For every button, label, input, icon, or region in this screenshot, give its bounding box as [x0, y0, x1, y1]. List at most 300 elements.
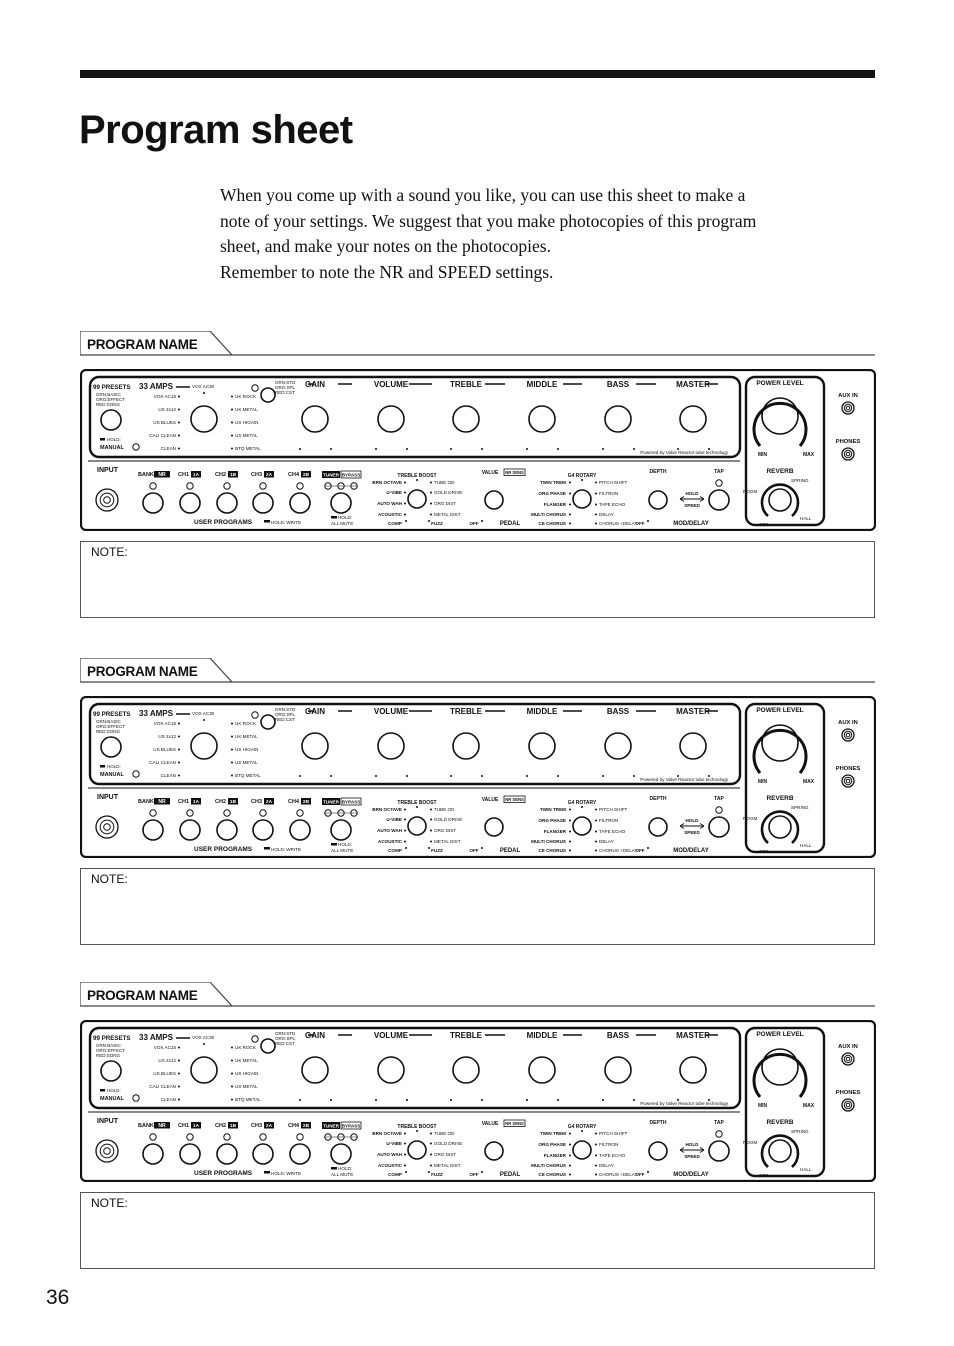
- nr-tag-text: NR: [158, 1123, 166, 1129]
- off-label: OFF: [635, 848, 645, 853]
- program-name-tab: [80, 331, 876, 357]
- indicator-dot: [595, 514, 597, 516]
- indicator-dot: [557, 1099, 559, 1101]
- phones-label: PHONES: [835, 439, 861, 445]
- mod-effect: MULTI CHORUS: [531, 512, 566, 517]
- amp-model: UK ROCK: [235, 721, 256, 726]
- phones-jack-core: [846, 779, 850, 783]
- manual-led: [133, 444, 139, 450]
- mod-effect: ORG PHASE: [538, 818, 566, 823]
- presets-label: 99 PRESETS: [93, 711, 131, 718]
- indicator-dot: [178, 762, 180, 764]
- tuner-button[interactable]: [331, 1144, 351, 1164]
- powered-by-text: Powered by Valve Reactor tube technology: [640, 777, 728, 782]
- amp-model: UK METAL: [235, 407, 258, 412]
- nr-sens-text: NR SENS: [505, 1121, 524, 1126]
- mod-effect: TAPE ECHO: [599, 1153, 626, 1158]
- amps-knob[interactable]: [191, 733, 217, 759]
- amps-knob[interactable]: [191, 1057, 217, 1083]
- indicator-dot: [406, 1099, 408, 1101]
- knob-label-middle: MIDDLE: [526, 707, 558, 716]
- bypass-tag-text: BYPASS: [341, 1123, 361, 1129]
- amps-knob[interactable]: [191, 406, 217, 432]
- input-jack-core: [104, 824, 111, 831]
- indicator-dot: [330, 775, 332, 777]
- indicator-dot: [633, 1099, 635, 1101]
- channel-led: [150, 810, 156, 816]
- all-mute-marker: [331, 1167, 337, 1170]
- channel-label: CH3: [251, 799, 263, 805]
- pedal-effect: BRN OCTAVE: [372, 480, 402, 485]
- channel-label: CH4: [288, 1123, 300, 1129]
- indicator-dot: [416, 1130, 418, 1132]
- treble-knob[interactable]: [453, 733, 479, 759]
- hold-label: HOLD:: [338, 515, 353, 520]
- master-knob[interactable]: [680, 406, 706, 432]
- gain-knob[interactable]: [302, 406, 328, 432]
- preset-mode: GRN:BASIC: [96, 1043, 121, 1048]
- nr-tag-text: NR: [158, 472, 166, 478]
- all-mute-label: ALL MUTE: [331, 521, 354, 526]
- input-label: INPUT: [97, 794, 118, 801]
- pedal-effect: TUBE OD: [434, 480, 455, 485]
- bass-knob[interactable]: [605, 733, 631, 759]
- channel-2-button[interactable]: [217, 820, 237, 840]
- indicator-dot: [581, 479, 583, 481]
- indicator-dot: [375, 775, 377, 777]
- indicator-dot: [405, 1171, 407, 1173]
- intro-line: sheet, and make your notes on the photocopies.: [220, 236, 551, 256]
- bass-knob[interactable]: [605, 406, 631, 432]
- channel-3-button[interactable]: [253, 1144, 273, 1164]
- indicator-dot: [203, 1043, 205, 1045]
- all-mute-marker: [331, 516, 337, 519]
- middle-knob[interactable]: [529, 406, 555, 432]
- indicator-dot: [569, 831, 571, 833]
- value-label: VALUE: [481, 1121, 499, 1127]
- tuner-tag-text: TUNER: [323, 799, 339, 805]
- gain-knob[interactable]: [302, 733, 328, 759]
- pedal-type-knob[interactable]: [408, 1141, 426, 1159]
- knob-label-volume: VOLUME: [373, 1031, 409, 1040]
- treble-boost-label: TREBLE BOOST: [397, 800, 437, 806]
- indicator-dot: [404, 514, 406, 516]
- g4-rotary-label: G4 ROTARY: [567, 473, 597, 479]
- off-label: OFF: [759, 522, 769, 527]
- reverb-knob[interactable]: [769, 489, 791, 511]
- indicator-dot: [557, 448, 559, 450]
- amp-model: VOX AC15: [153, 394, 176, 399]
- indicator-dot: [178, 448, 180, 450]
- max-label: MAX: [803, 779, 815, 785]
- intro-text: [220, 183, 870, 285]
- amp-model: US METAL: [235, 1084, 258, 1089]
- pedal-effect: BRN OCTAVE: [372, 1131, 402, 1136]
- mod-type-knob[interactable]: [573, 817, 591, 835]
- channel-4-button[interactable]: [290, 820, 310, 840]
- note-box[interactable]: [80, 1192, 875, 1269]
- indicator-dot: [404, 830, 406, 832]
- amp-type: GRN:STD: [275, 1031, 296, 1036]
- reverb-knob[interactable]: [769, 816, 791, 838]
- amp-model: UK METAL: [235, 1058, 258, 1063]
- indicator-dot: [404, 809, 406, 811]
- indicator-dot: [647, 520, 649, 522]
- depth-knob[interactable]: [649, 1142, 667, 1160]
- indicator-dot: [404, 1143, 406, 1145]
- phones-jack-core: [846, 452, 850, 456]
- indicator-dot: [481, 448, 483, 450]
- pedal-type-knob[interactable]: [408, 490, 426, 508]
- amps-label: 33 AMPS: [139, 709, 173, 718]
- mod-effect: FILTRON: [599, 818, 619, 823]
- indicator-dot: [404, 819, 406, 821]
- treble-knob[interactable]: [453, 406, 479, 432]
- off-label: OFF: [635, 1172, 645, 1177]
- channel-tag-text: 1A: [192, 1124, 200, 1129]
- indicator-dot: [481, 847, 483, 849]
- indicator-dot: [595, 841, 597, 843]
- aux-in-label: AUX IN: [838, 1044, 858, 1050]
- indicator-dot: [416, 806, 418, 808]
- channel-led: [297, 810, 303, 816]
- note-label: NOTE:: [91, 545, 128, 559]
- treble-boost-label: TREBLE BOOST: [397, 1124, 437, 1130]
- channel-led: [224, 810, 230, 816]
- presets-knob[interactable]: [101, 737, 121, 757]
- amp-type-led: [252, 712, 258, 718]
- channel-2-button[interactable]: [217, 493, 237, 513]
- bass-knob[interactable]: [605, 1057, 631, 1083]
- pedal-effect: BRN OCTAVE: [372, 807, 402, 812]
- indicator-dot: [405, 847, 407, 849]
- hall-label: HALL: [800, 516, 812, 521]
- channel-1-button[interactable]: [180, 820, 200, 840]
- mod-effect: CE CHORUS: [538, 1172, 566, 1177]
- channel-led: [297, 1134, 303, 1140]
- spring-label: SPRING: [791, 478, 809, 483]
- aux-in-label: AUX IN: [838, 393, 858, 399]
- note-box[interactable]: [80, 868, 875, 945]
- channel-led: [224, 1134, 230, 1140]
- indicator-dot: [481, 1099, 483, 1101]
- indicator-dot: [430, 492, 432, 494]
- tuner-button[interactable]: [331, 820, 351, 840]
- mod-effect: ORG PHASE: [538, 491, 566, 496]
- reverb-knob[interactable]: [769, 1140, 791, 1162]
- amps-label: 33 AMPS: [139, 382, 173, 391]
- speed-label: SPEED: [684, 503, 700, 508]
- channel-led: [260, 483, 266, 489]
- indicator-dot: [581, 806, 583, 808]
- presets-label: 99 PRESETS: [93, 1035, 131, 1042]
- volume-knob[interactable]: [378, 406, 404, 432]
- treble-knob[interactable]: [453, 1057, 479, 1083]
- mod-delay-label: MOD/DELAY: [673, 1172, 709, 1178]
- amp-type-button[interactable]: [261, 388, 275, 402]
- channel-label: CH1: [178, 472, 190, 478]
- mod-effect: CHORUS +DELAY: [599, 1172, 638, 1177]
- mod-effect: TWIN TREM: [539, 1131, 566, 1136]
- tap-label: TAP: [714, 796, 724, 802]
- indicator-dot: [178, 435, 180, 437]
- indicator-dot: [299, 1099, 301, 1101]
- input-jack-core: [104, 497, 111, 504]
- user-programs-label: USER PROGRAMS: [194, 846, 253, 853]
- indicator-dot: [430, 514, 432, 516]
- tap-led: [716, 1131, 722, 1137]
- middle-knob[interactable]: [529, 1057, 555, 1083]
- note-box[interactable]: [80, 541, 875, 618]
- indicator-dot: [375, 1099, 377, 1101]
- master-knob[interactable]: [680, 733, 706, 759]
- mod-type-knob[interactable]: [573, 490, 591, 508]
- treble-boost-label: TREBLE BOOST: [397, 473, 437, 479]
- indicator-dot: [569, 523, 571, 525]
- off-label: OFF: [469, 848, 479, 853]
- indicator-dot: [450, 1099, 452, 1101]
- master-knob[interactable]: [680, 1057, 706, 1083]
- nr-tag-text: NR: [158, 799, 166, 805]
- fuzz-label: FUZZ: [431, 848, 443, 853]
- channel-label: CH1: [178, 1123, 190, 1129]
- amp-panel-drawing: [80, 369, 876, 531]
- value-label: VALUE: [481, 470, 499, 476]
- indicator-dot: [647, 1171, 649, 1173]
- amp-model: US HIGAIN: [235, 1071, 259, 1076]
- channel-label: CH2: [215, 472, 227, 478]
- pedal-effect: AUTO WAH: [377, 1152, 402, 1157]
- indicator-dot: [595, 1133, 597, 1135]
- indicator-dot: [231, 448, 233, 450]
- indicator-dot: [231, 1086, 233, 1088]
- amp-type-button[interactable]: [261, 715, 275, 729]
- amp-type: RED:CST: [275, 717, 295, 722]
- amp-type-button[interactable]: [261, 1039, 275, 1053]
- amp-panel: [80, 1020, 876, 1182]
- indicator-dot: [330, 448, 332, 450]
- amp-model: VOX AC15: [153, 1045, 176, 1050]
- indicator-dot: [231, 1060, 233, 1062]
- hold-marker: [100, 438, 105, 441]
- bypass-tag-text: BYPASS: [341, 472, 361, 478]
- indicator-dot: [569, 841, 571, 843]
- phones-jack-core: [846, 1103, 850, 1107]
- gain-knob[interactable]: [302, 1057, 328, 1083]
- mod-effect: PITCH SHIFT: [599, 480, 628, 485]
- tuner-button[interactable]: [331, 493, 351, 513]
- hold-write-marker: [264, 520, 270, 523]
- presets-knob[interactable]: [101, 410, 121, 430]
- power-level-label: POWER LEVEL: [756, 707, 804, 714]
- powered-by-text: Powered by Valve Reactor tube technology: [640, 1101, 728, 1106]
- channel-1-button[interactable]: [180, 493, 200, 513]
- presets-knob[interactable]: [101, 1061, 121, 1081]
- channel-tag-text: 2B: [302, 1124, 310, 1129]
- indicator-dot: [231, 435, 233, 437]
- indicator-dot: [178, 1047, 180, 1049]
- indicator-dot: [430, 1154, 432, 1156]
- pedal-effect: METAL DIST: [434, 512, 461, 517]
- g4-rotary-label: G4 ROTARY: [567, 800, 597, 806]
- indicator-dot: [178, 1099, 180, 1101]
- channel-led: [297, 483, 303, 489]
- all-mute-marker: [331, 843, 337, 846]
- channel-label: CH2: [215, 1123, 227, 1129]
- indicator-dot: [526, 448, 528, 450]
- value-knob[interactable]: [485, 491, 503, 509]
- channel-4-button[interactable]: [290, 493, 310, 513]
- hold-marker: [100, 765, 105, 768]
- amp-model: US BLUES: [153, 747, 176, 752]
- pedal-type-knob[interactable]: [408, 817, 426, 835]
- program-name-label: PROGRAM NAME: [87, 988, 198, 1003]
- indicator-dot: [557, 775, 559, 777]
- tap-button[interactable]: [709, 817, 729, 837]
- indicator-dot: [405, 520, 407, 522]
- channel-4-button[interactable]: [290, 1144, 310, 1164]
- bank-button[interactable]: [143, 493, 163, 513]
- amp-model: US 2x12: [158, 734, 176, 739]
- indicator-dot: [178, 422, 180, 424]
- bypass-tag-text: BYPASS: [341, 799, 361, 805]
- indicator-dot: [569, 1133, 571, 1135]
- indicator-dot: [428, 520, 430, 522]
- indicator-dot: [404, 492, 406, 494]
- tap-button[interactable]: [709, 1141, 729, 1161]
- indicator-dot: [595, 493, 597, 495]
- pedal-effect: GOLD DRIVE: [434, 1141, 463, 1146]
- mod-effect: CHORUS +DELAY: [599, 848, 638, 853]
- depth-knob[interactable]: [649, 491, 667, 509]
- indicator-dot: [526, 1099, 528, 1101]
- indicator-dot: [569, 514, 571, 516]
- knob-label-volume: VOLUME: [373, 707, 409, 716]
- indicator-dot: [569, 493, 571, 495]
- depth-knob[interactable]: [649, 818, 667, 836]
- pedal-effect: AUTO WAH: [377, 828, 402, 833]
- channel-tag-text: 2A: [265, 1124, 273, 1129]
- tap-button[interactable]: [709, 490, 729, 510]
- indicator-dot: [178, 1073, 180, 1075]
- hold-label: HOLD: [685, 1142, 699, 1147]
- indicator-dot: [581, 1130, 583, 1132]
- amp-model: VOX AC30: [192, 1035, 215, 1040]
- amp-model: US HIGAIN: [235, 747, 259, 752]
- amp-model: US 2x12: [158, 1058, 176, 1063]
- hold-write-label: HOLD: WRITE: [271, 520, 302, 525]
- channel-led: [187, 810, 193, 816]
- spring-label: SPRING: [791, 805, 809, 810]
- program-name-label: PROGRAM NAME: [87, 664, 198, 679]
- room-label: ROOM: [743, 816, 758, 821]
- bank-button[interactable]: [143, 820, 163, 840]
- indicator-dot: [178, 1086, 180, 1088]
- channel-2-button[interactable]: [217, 1144, 237, 1164]
- pedal-effect: METAL DIST: [434, 839, 461, 844]
- indicator-dot: [602, 448, 604, 450]
- hold-write-marker: [264, 1171, 270, 1174]
- mod-effect: ORG PHASE: [538, 1142, 566, 1147]
- indicator-dot: [231, 1047, 233, 1049]
- amp-model: BTQ METAL: [235, 773, 261, 778]
- mod-effect: CE CHORUS: [538, 521, 566, 526]
- nr-sens-text: NR SENS: [505, 797, 524, 802]
- indicator-dot: [595, 820, 597, 822]
- pedal-label: PEDAL: [499, 1172, 521, 1178]
- depth-label: DEPTH: [649, 796, 667, 802]
- indicator-dot: [203, 392, 205, 394]
- all-mute-label: ALL MUTE: [331, 1172, 354, 1177]
- intro-line: When you come up with a sound you like, you can use this sheet to make a: [220, 185, 746, 205]
- mod-type-knob[interactable]: [573, 1141, 591, 1159]
- pedal-effect: TUBE OD: [434, 807, 455, 812]
- manual-led: [133, 771, 139, 777]
- hold-label: HOLD:: [338, 1166, 353, 1171]
- page-title: Program sheet: [79, 108, 353, 152]
- bank-label: BANK: [138, 799, 154, 805]
- indicator-dot: [178, 396, 180, 398]
- hold-write-label: HOLD: WRITE: [271, 847, 302, 852]
- pedal-label: PEDAL: [499, 521, 521, 527]
- channel-tag-text: 1A: [192, 473, 200, 478]
- indicator-dot: [404, 841, 406, 843]
- page-number: 36: [46, 1286, 70, 1309]
- channel-3-button[interactable]: [253, 820, 273, 840]
- value-knob[interactable]: [485, 1142, 503, 1160]
- mod-effect: PITCH SHIFT: [599, 807, 628, 812]
- channel-1-button[interactable]: [180, 1144, 200, 1164]
- middle-knob[interactable]: [529, 733, 555, 759]
- bank-button[interactable]: [143, 1144, 163, 1164]
- indicator-dot: [231, 409, 233, 411]
- amp-panel-drawing: [80, 1020, 876, 1182]
- min-label: MIN: [758, 779, 768, 785]
- off-label: OFF: [469, 1172, 479, 1177]
- manual-led: [133, 1095, 139, 1101]
- aux-in-jack-core: [846, 406, 850, 410]
- comp-label: COMP: [388, 848, 402, 853]
- pedal-effect: ACOUSTIC: [378, 512, 402, 517]
- amp-model: US 2x12: [158, 407, 176, 412]
- all-mute-label: ALL MUTE: [331, 848, 354, 853]
- note-label: NOTE:: [91, 872, 128, 886]
- channel-tag-text: 1A: [192, 800, 200, 805]
- intro-line: Remember to note the NR and SPEED settings.: [220, 261, 554, 282]
- bank-label: BANK: [138, 472, 154, 478]
- channel-led: [260, 1134, 266, 1140]
- volume-knob[interactable]: [378, 1057, 404, 1083]
- indicator-dot: [231, 775, 233, 777]
- user-programs-label: USER PROGRAMS: [194, 1170, 253, 1177]
- indicator-dot: [430, 503, 432, 505]
- value-knob[interactable]: [485, 818, 503, 836]
- pedal-effect: ORG DIST: [434, 1152, 457, 1157]
- indicator-dot: [633, 448, 635, 450]
- indicator-dot: [595, 504, 597, 506]
- channel-3-button[interactable]: [253, 493, 273, 513]
- volume-knob[interactable]: [378, 733, 404, 759]
- amp-model: UK ROCK: [235, 394, 256, 399]
- off-label: OFF: [759, 849, 769, 854]
- reverb-label: REVERB: [766, 468, 794, 475]
- amp-panel: [80, 369, 876, 531]
- program-name-tab: [80, 658, 876, 684]
- amp-model: BTQ METAL: [235, 1097, 261, 1102]
- mod-effect: TWIN TREM: [539, 807, 566, 812]
- indicator-dot: [375, 448, 377, 450]
- pedal-effect: TUBE OD: [434, 1131, 455, 1136]
